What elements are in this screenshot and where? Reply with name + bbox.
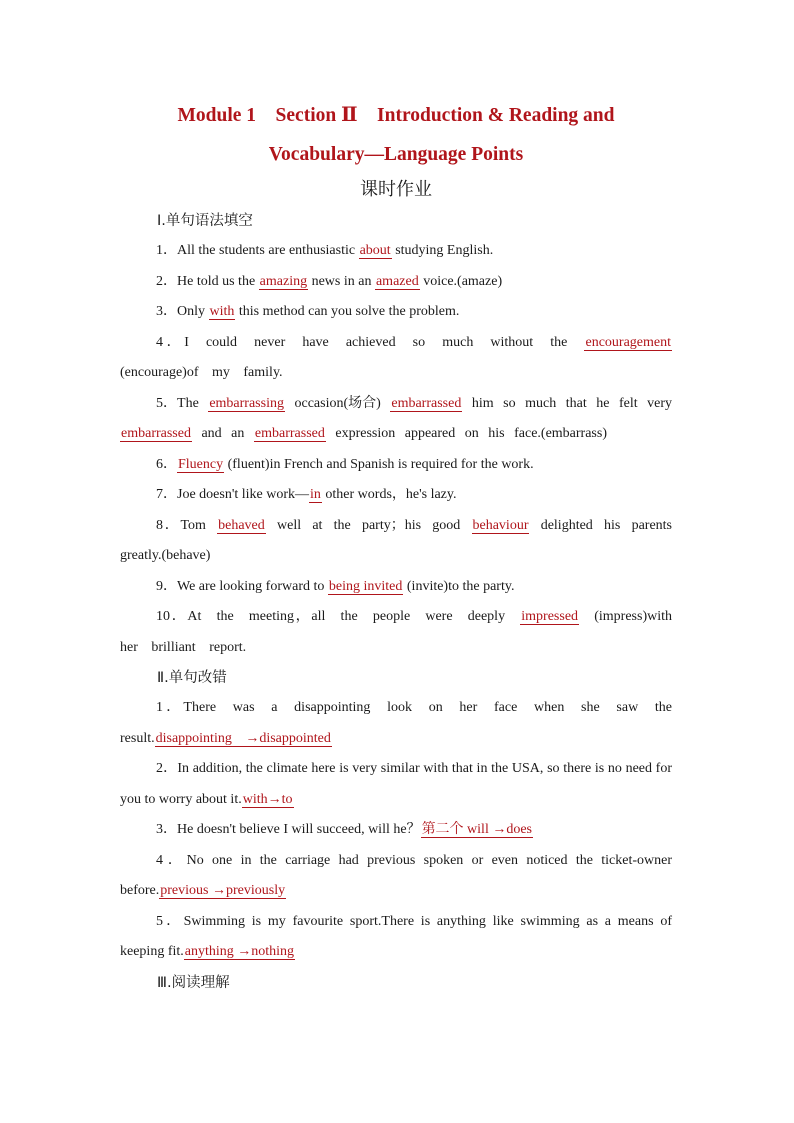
item-number: 1． [156,243,177,258]
fill-item [120,328,672,389]
item-text: voice.(amaze) [419,273,503,289]
correction-item [120,815,672,846]
item-text: delighted his parents greatly.(behave) [120,517,672,563]
item-text: Joe doesn't like work— [177,487,310,502]
title-line-1: Module 1 Section Ⅱ Introduction & Reading and [177,105,615,126]
item-number: 9． [156,578,177,594]
subtitle: 课时作业 [360,179,432,200]
item-number: 6． [156,456,177,472]
item-text: All the students are enthusiastic [177,243,359,258]
fill-list [120,236,672,663]
correction-item [120,693,672,754]
item-number: 4． [156,334,185,350]
answer-blank: in [310,487,321,502]
section-heading-fill: Ⅰ.单句语法填空 [157,213,253,229]
answer-blank: amazed [375,273,419,289]
answer-blank: behaved [218,517,265,533]
item-text: and an [191,426,254,441]
item-text: At the meeting，all the people were deeply [187,609,521,624]
answer-blank: embarrassing [209,395,284,411]
item-text: The [177,395,209,411]
item-text: occasion(场合) [284,395,391,411]
answer-blank: encouragement [585,334,671,350]
item-text: well at the party；his good [265,517,472,533]
answer-blank: embarrassed [254,426,325,441]
item-number: 4． [156,852,187,868]
fill-item [120,480,672,511]
correction-item [120,907,672,968]
answer-blank: with [209,304,235,319]
correction-item [120,846,672,907]
item-text: expression appeared on his face.(embarrass) [325,426,607,441]
item-text: (encourage)of my family. [120,365,283,380]
item-text: I could never have achieved so much without the [184,334,585,350]
fill-item [120,267,672,298]
answer-blank: behaviour [472,517,529,533]
item-text: He told us the [177,273,259,289]
item-text: (impress)with her brilliant report. [120,609,673,655]
item-text: other words，he's lazy. [321,487,457,502]
answer-blank: impressed [521,609,579,624]
correction-answer: anything →nothing [184,944,295,959]
item-text: (invite)to the party. [403,578,515,594]
item-number: 5． [156,395,178,411]
fill-item [120,572,672,603]
item-text: There was a disappointing look on her face when she saw the result. [120,700,673,746]
item-number: 3． [156,304,177,319]
title-line-2: Vocabulary—Language Points [268,144,524,165]
correction-answer: previous →previously [160,883,286,898]
item-text: He doesn't believe I will succeed, will he？ [177,822,421,837]
correction-answer: with→to [242,791,293,807]
item-text: studying English. [391,243,494,258]
fill-item [120,602,672,663]
item-text: No one in the carriage had previous spoken or even noticed the ticket-owner before. [120,852,672,898]
item-number: 7． [156,487,177,502]
answer-blank: Fluency [178,456,224,472]
item-number: 5． [156,913,184,929]
correction-answer: disappointing →disappointed [155,730,331,746]
item-text: (fluent)in French and Spanish is required for the work. [224,456,534,472]
section-heading-reading: Ⅲ.阅读理解 [157,974,230,991]
correct-list [120,693,672,968]
item-text: Only [177,304,209,319]
document-page [120,96,672,998]
fill-item [120,511,672,572]
correction-item [120,754,672,815]
item-text: We are looking forward to [177,578,328,594]
item-number: 3． [156,822,177,837]
answer-blank: embarrassed [121,426,191,441]
item-number: 10． [156,609,188,624]
item-number: 8． [156,517,181,533]
item-text: this method can you solve the problem. [235,304,460,319]
correction-answer: 第二个 will →does [421,822,533,837]
answer-blank: about [359,243,391,258]
item-number: 2． [156,761,178,776]
fill-item [120,297,672,328]
item-text: In addition, the climate here is very similar with that in the USA, so there is no need for you to worry about it. [120,761,673,807]
fill-item [120,389,672,450]
item-text: Tom [180,517,218,533]
item-text: news in an [308,273,375,289]
answer-blank: being invited [328,578,403,594]
item-number: 2． [156,273,177,289]
item-text: Swimming is my favourite sport.There is anything like swimming as a means of keeping fit. [120,913,672,959]
fill-item [120,450,672,481]
answer-blank: embarrassed [391,395,462,411]
item-number: 1． [156,700,184,715]
section-heading-correct: Ⅱ.单句改错 [157,670,227,686]
item-text: him so much that he felt very [462,395,672,411]
answer-blank: amazing [259,273,308,289]
fill-item [120,236,672,267]
